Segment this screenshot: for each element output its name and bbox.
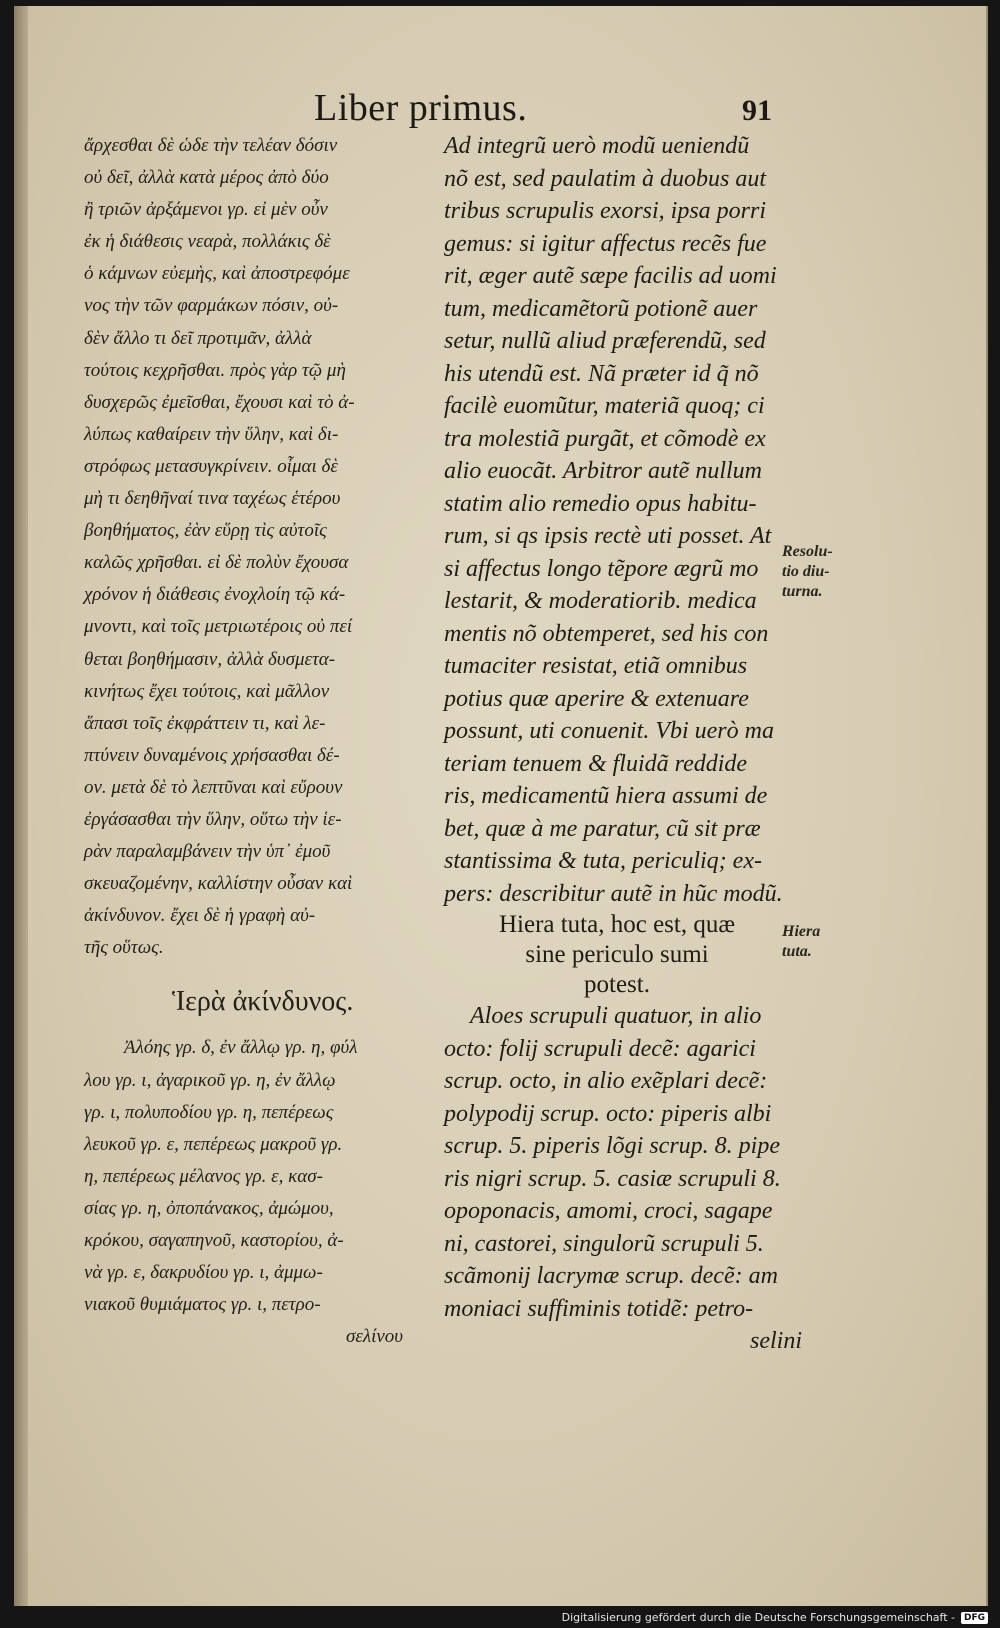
text-line: tum, medicamẽtorũ potionẽ auer <box>444 295 758 322</box>
text-line: ἐκ ἡ διάθεσις νεαρὰ, πολλάκις δὲ <box>84 231 331 253</box>
dfg-logo: DFG <box>961 1612 988 1624</box>
text-line: γρ. ι, πολυποδίου γρ. η, πεπέρεως <box>84 1101 334 1123</box>
text-line: δὲν ἄλλο τι δεῖ προτιμᾶν, ἀλλὰ <box>84 327 312 349</box>
digitization-footer <box>562 1611 988 1624</box>
text-line: πτύνειν δυναμένοις χρήσασθαι δέ- <box>84 744 340 766</box>
text-line: si affectus longo tẽpore ægrũ mo <box>444 555 759 582</box>
page-gutter <box>14 6 28 1606</box>
margin-note-line: tio diu- <box>782 563 830 580</box>
text-line: ἐργάσασθαι τὴν ὕλην, οὕτω τὴν ἱε- <box>84 808 342 830</box>
heading-line: sine periculo sumi <box>525 941 709 968</box>
latin-column <box>444 130 802 1358</box>
margin-note-line: Resolu- <box>782 543 833 560</box>
text-line: ον. μετὰ δὲ τὸ λεπτῦναι καὶ εὔρουν <box>84 776 343 798</box>
text-line: ni, castorei, singulorũ scrupuli 5. <box>444 1230 764 1257</box>
text-line: teriam tenuem & fluidã reddide <box>444 750 748 777</box>
text-line: scrup. 5. piperis lõgi scrup. 8. pipe <box>444 1133 780 1159</box>
text-line: gemus: si igitur affectus recẽs fue <box>444 230 767 257</box>
text-line: ris, medicamentũ hiera assumi de <box>444 783 768 809</box>
text-line: his utendũ est. Nã præter id q̃ nõ <box>444 360 759 387</box>
text-line: tra molestiã purgãt, et cõmodè ex <box>444 425 766 452</box>
heading-line: potest. <box>584 971 650 998</box>
text-line: σελίνου <box>346 1326 404 1348</box>
text-line: η, πεπέρεως μέλανος γρ. ε, κασ- <box>84 1165 323 1187</box>
heading-line: Hiera tuta, hoc est, quæ <box>498 911 736 938</box>
text-line: facilè euomũtur, materiã quoq; ci <box>444 393 765 419</box>
text-line: κινήτως ἔχει τούτοις, καὶ μᾶλλον <box>84 680 330 702</box>
text-line: bet, quæ à me paratur, cũ sit præ <box>444 815 761 842</box>
text-line: θεται βοηθήμασιν, ἀλλὰ δυσμετα- <box>84 648 336 670</box>
text-line: ἅπασι τοῖς ἐκφράττειν τι, καὶ λε- <box>84 712 326 734</box>
text-line: νος τὴν τῶν φαρμάκων πόσιν, οὐ- <box>84 295 339 317</box>
latin-recipe-heading <box>444 910 790 1000</box>
text-line: χρόνον ἡ διάθεσις ἐνοχλοίη τῷ κά- <box>84 584 346 606</box>
text-line: statim alio remedio opus habitu- <box>444 490 757 517</box>
text-line: Ἀλόης γρ. δ, ἐν ἄλλῳ γρ. η, φύλ <box>124 1037 358 1059</box>
latin-text-before-heading <box>444 130 790 910</box>
text-line: ἄρχεσθαι δὲ ὡδε τὴν τελέαν δόσιν <box>84 135 338 156</box>
text-line: καλῶς χρῆσθαι. εἰ δὲ πολὺν ἔχουσα <box>84 552 349 574</box>
text-line: ἀκίνδυνον. ἔχει δὲ ἡ γραφὴ αὐ- <box>84 905 316 927</box>
folio-number: 91 <box>742 94 772 127</box>
text-line: moniaci suffiminis totidẽ: petro- <box>444 1295 754 1322</box>
greek-recipe-heading: Ἱερὰ ἀκίνδυνος. <box>172 986 354 1018</box>
text-line: mentis nõ obtemperet, sed his con <box>444 620 769 647</box>
margin-note-resolutio <box>782 542 833 602</box>
text-line: ἢ τριῶν ἀρξάμενοι γρ. εἰ μὲν οὖν <box>84 199 328 221</box>
text-line: λου γρ. ι, ἀγαρικοῦ γρ. η, ἐν ἄλλῳ <box>84 1069 336 1091</box>
text-line: pers: describitur autẽ in hũc modũ. <box>444 880 783 907</box>
text-line: δυσχερῶς ἐμεῖσθαι, ἔχουσι καὶ τὸ ἀ- <box>84 391 355 413</box>
text-line: tumaciter resistat, etiã omnibus <box>444 653 748 679</box>
text-line: οὐ δεῖ, ἀλλὰ κατὰ μέρος ἀπὸ δύο <box>84 167 329 189</box>
margin-note-line: turna. <box>782 583 823 600</box>
text-line: opoponacis, amomi, croci, sagape <box>444 1198 773 1224</box>
text-line: Aloes scrupuli quatuor, in alio <box>470 1003 762 1029</box>
text-line: Ad integrũ uerò modũ ueniendũ <box>444 133 750 159</box>
text-line: rum, si qs ipsis rectè uti posset. At <box>444 523 772 549</box>
footer-credit-text: Digitalisierung gefördert durch die Deutsche Forschungsgemeinschaft - <box>561 1611 955 1624</box>
greek-text-after-heading <box>84 1032 432 1353</box>
text-line: στρόφως μετασυγκρίνειν. οἶμαι δὲ <box>84 455 338 477</box>
text-line: stantissima & tuta, periculiq; ex- <box>444 848 762 874</box>
text-line: octo: folij scrupuli decẽ: agarici <box>444 1035 756 1062</box>
catchword: selini <box>750 1328 802 1354</box>
text-line: σίας γρ. η, ὀποπάνακος, ἀμώμου, <box>84 1197 334 1219</box>
margin-note-line: tuta. <box>782 943 812 960</box>
text-line: βοηθήματος, ἐὰν εὕρῃ τὶς αὐτοῖς <box>84 520 327 542</box>
greek-column <box>84 130 432 1353</box>
text-line: τῆς οὕτως. <box>84 937 164 959</box>
running-title: Liber primus. <box>314 87 528 129</box>
text-line: νιακοῦ θυμιάματος γρ. ι, πετρο- <box>84 1294 321 1316</box>
text-line: ρὰν παραλαμβάνειν τὴν ὑπ᾽ ἐμοῦ <box>84 841 331 863</box>
text-line: τούτοις κεχρῆσθαι. πρὸς γὰρ τῷ μὴ <box>84 359 346 381</box>
book-page <box>14 6 988 1606</box>
text-line: λευκοῦ γρ. ε, πεπέρεως μακροῦ γρ. <box>84 1133 343 1155</box>
text-line: μὴ τι δεηθῆναί τινα ταχέως ἑτέρου <box>84 488 341 510</box>
margin-note-line: Hiera <box>782 923 821 940</box>
text-line: μνοντι, καὶ τοῖς μετριωτέροις οὐ πεί <box>84 616 353 638</box>
latin-text-after-heading <box>444 1000 802 1358</box>
text-line: nõ est, sed paulatim à duobus aut <box>444 165 766 192</box>
text-line: ris nigri scrup. 5. casiæ scrupuli 8. <box>444 1165 781 1192</box>
text-line: ὁ κάμνων εὐεμὴς, καὶ ἀποστρεφόμε <box>84 263 350 285</box>
text-line: λύπως καθαίρειν τὴν ὕλην, καὶ δι- <box>84 423 339 445</box>
text-line: rit, æger autẽ sæpe facilis ad uomi <box>444 263 777 289</box>
text-line: possunt, uti conuenit. Vbi uerò ma <box>444 718 774 744</box>
text-line: κρόκου, σαγαπηνοῦ, καστορίου, ἀ- <box>84 1230 344 1251</box>
text-line: potius quæ aperire & extenuare <box>444 685 749 712</box>
text-line: tribus scrupulis exorsi, ipsa porri <box>444 198 767 224</box>
text-line: νὰ γρ. ε, δακρυδίου γρ. ι, ἀμμω- <box>84 1262 323 1284</box>
text-line: alio euocãt. Arbitror autẽ nullum <box>444 458 762 484</box>
text-line: σκευαζομένην, καλλίστην οὖσαν καὶ <box>84 873 353 895</box>
text-line: scrup. octo, in alio exẽplari decẽ: <box>444 1068 768 1094</box>
text-line: lestarit, & moderatiorib. medica <box>444 588 757 614</box>
text-line: setur, nullũ aliud præferendũ, sed <box>444 328 766 354</box>
text-line: scãmonij lacrymæ scrup. decẽ: am <box>444 1263 778 1289</box>
margin-note-hiera <box>782 922 820 962</box>
text-line: polypodij scrup. octo: piperis albi <box>444 1100 772 1127</box>
greek-text-before-heading <box>84 130 432 964</box>
